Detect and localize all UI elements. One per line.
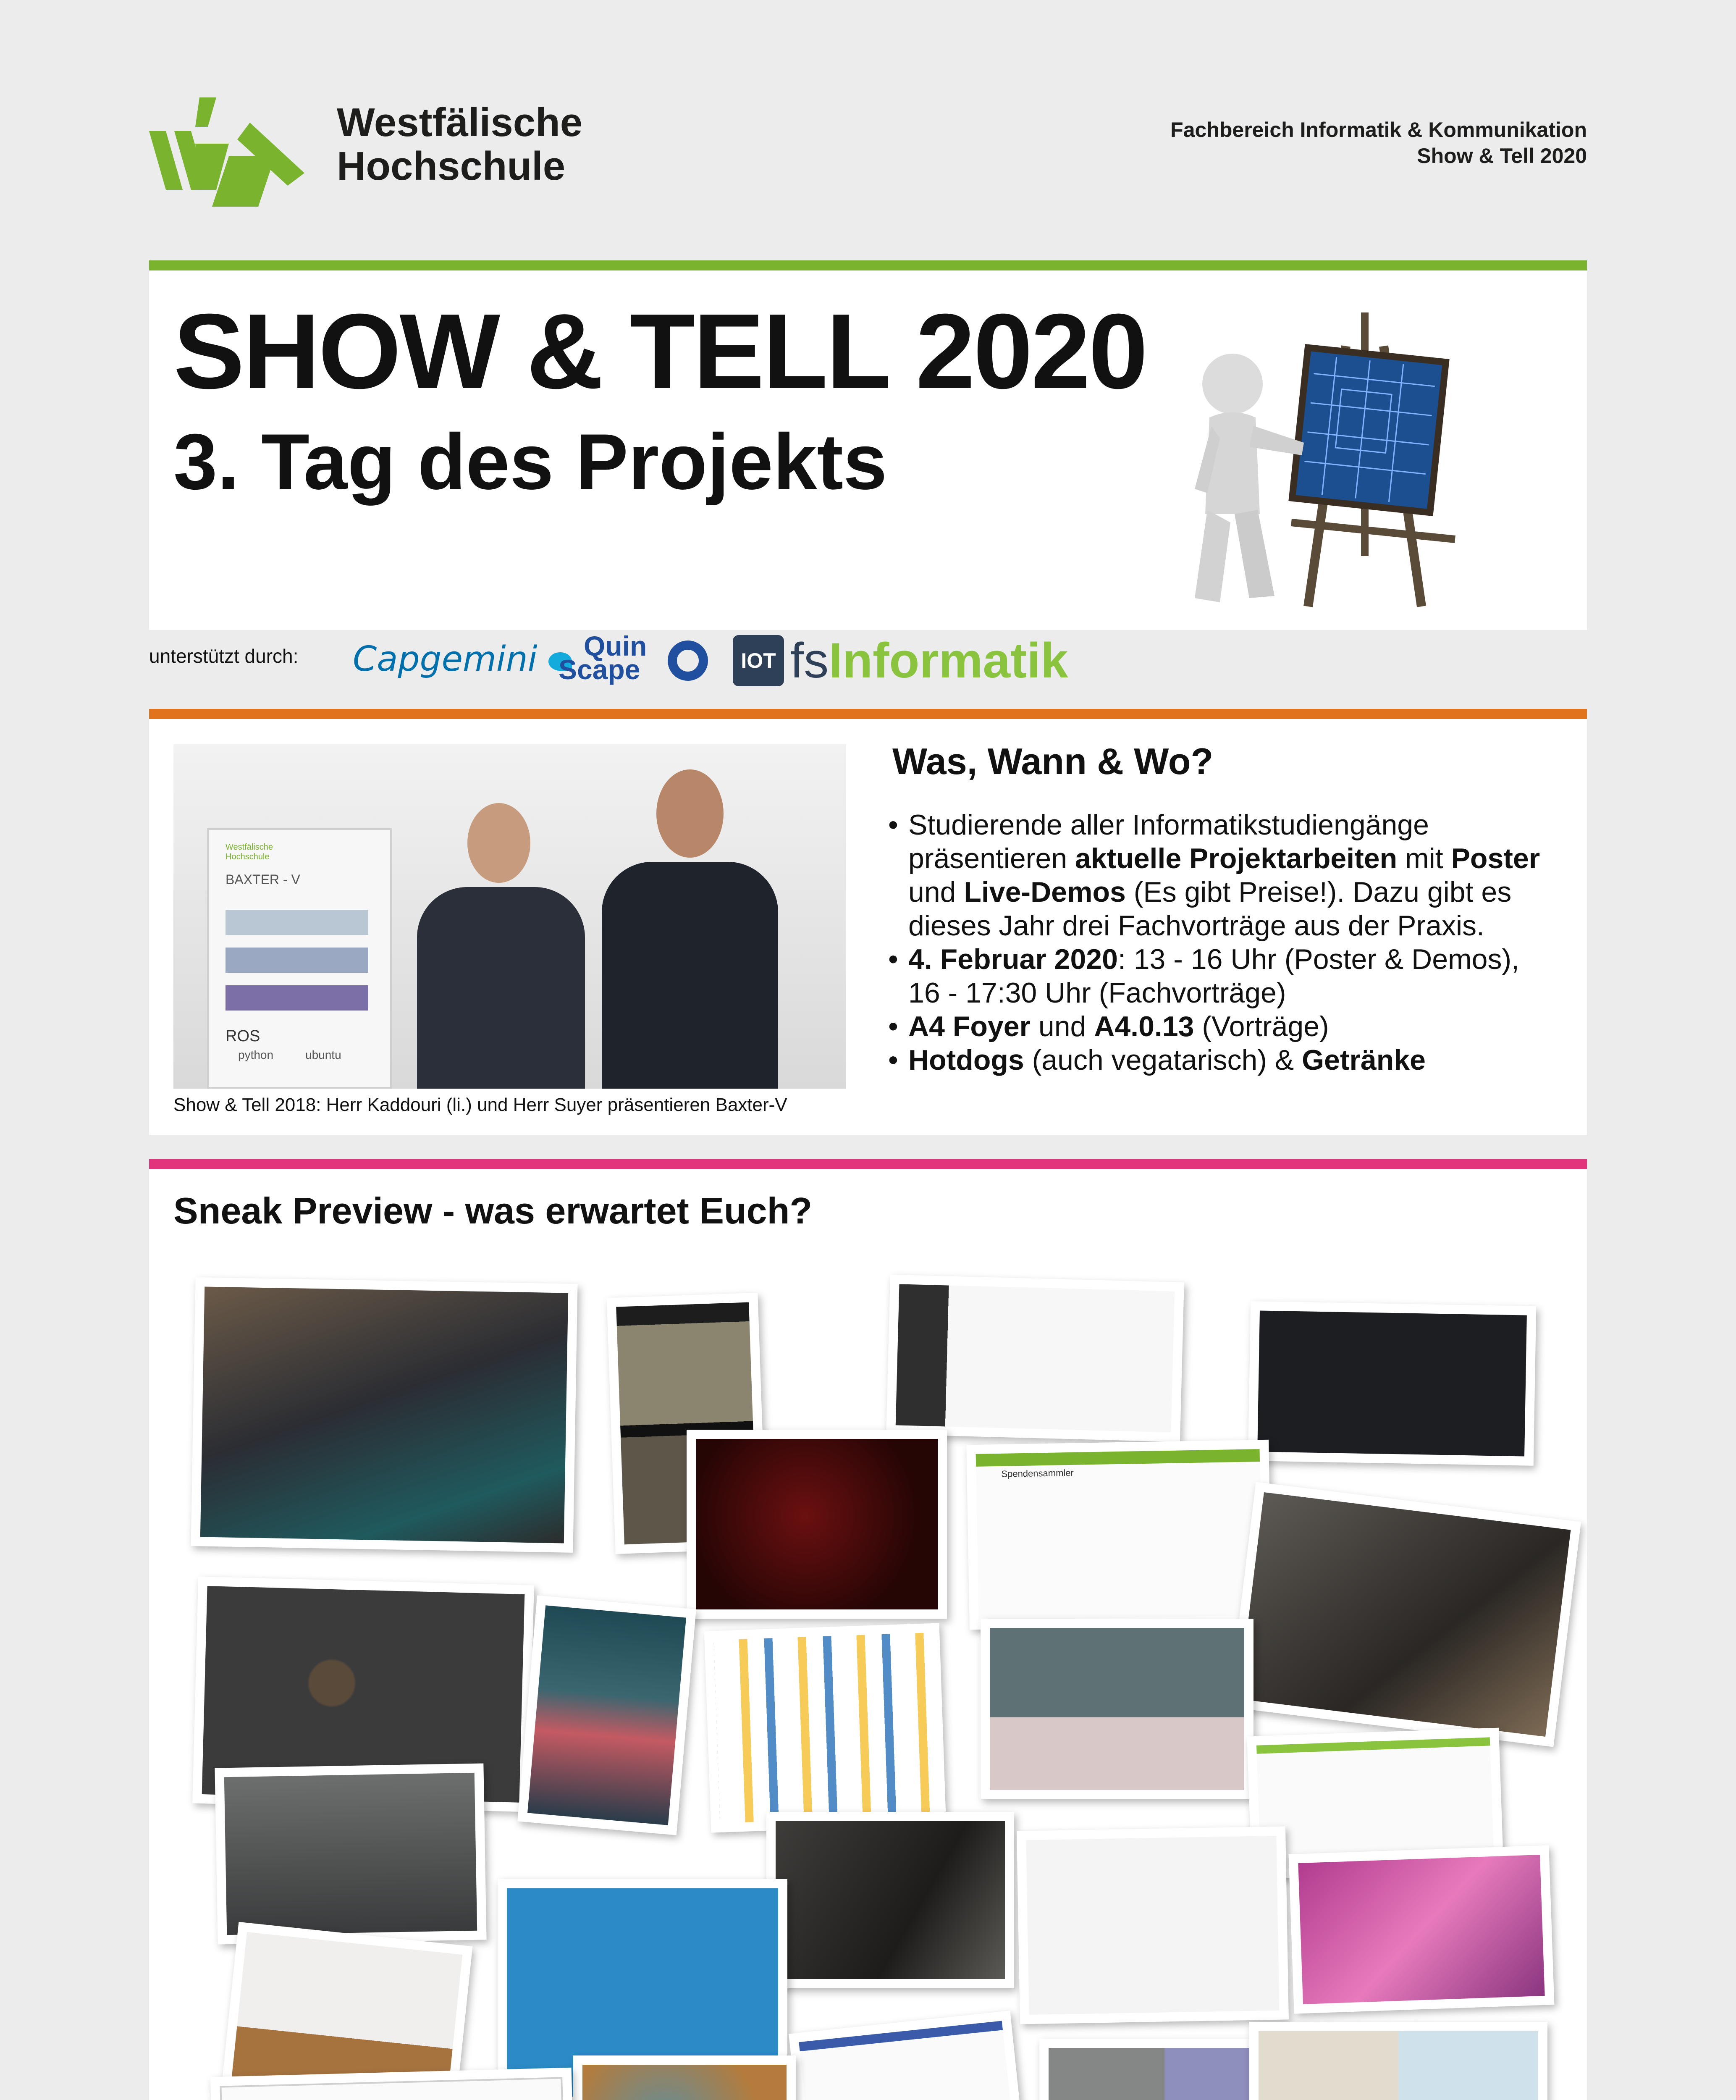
page-subtitle: 3. Tag des Projekts [173, 417, 887, 506]
poster-image-1 [226, 910, 368, 935]
quin-wordmark: Quin [584, 630, 647, 662]
poster-title: BAXTER - V [226, 872, 300, 887]
donation-app-title: Spendensammler [1001, 1467, 1074, 1479]
info-bullets [888, 808, 1552, 1077]
logo-line2: Hochschule [337, 144, 566, 189]
rc-car-photo [1239, 1492, 1571, 1737]
designer-at-desk [776, 1821, 1005, 1979]
hero-panel [149, 270, 1587, 630]
logo-wordmark [337, 101, 582, 188]
preview-thumb-designer [766, 1812, 1014, 1988]
sponsors-label: unterstützt durch: [149, 645, 299, 667]
orange-divider [149, 709, 1587, 719]
preview-heading: Sneak Preview - was erwartet Euch? [173, 1190, 813, 1231]
info-heading: Was, Wann & Wo? [892, 740, 1214, 782]
poster-image-3 [226, 985, 368, 1011]
info-panel [149, 719, 1587, 1135]
pink-game-render [1298, 1855, 1545, 2004]
game-testing-room [224, 1773, 477, 1935]
tablet-photo [582, 2065, 787, 2100]
presenter-easel-illustration [1186, 287, 1505, 615]
capgemini-logo [353, 639, 572, 679]
project-poster [207, 828, 392, 1089]
photo-caption: Show & Tell 2018: Herr Kaddouri (li.) und Herr Suyer präsentieren Baxter-V [173, 1095, 787, 1115]
person-left [409, 803, 593, 1089]
preview-thumb-video-call [886, 1275, 1184, 1442]
preview-thumb-pink-game [1289, 1845, 1555, 2013]
page-title: SHOW & TELL 2020 [173, 291, 1146, 411]
poster-logo: Westfälische Hochschule [226, 843, 273, 861]
quinscape-q-icon [668, 640, 708, 681]
person-right-head [656, 769, 724, 858]
robot-game-render [696, 1439, 938, 1609]
poster-python-label: python [238, 1048, 274, 1061]
astronaut-artwork [527, 1605, 686, 1825]
preview-thumb-building [1249, 2022, 1547, 2100]
person-right-suit [602, 862, 778, 1089]
person-left-head [467, 803, 530, 883]
poster-image-2 [226, 948, 368, 973]
fs-wordmark: fs [790, 633, 829, 688]
iot-badge-text: IOT [741, 649, 776, 672]
preview-thumb-raspberry-pi [1017, 1826, 1289, 2024]
video-call-screen [896, 1284, 1175, 1432]
quinscape-logo [559, 632, 714, 687]
event-name: Show & Tell 2020 [1417, 144, 1587, 168]
event-photo [173, 744, 846, 1089]
analytics-dashboard [799, 2021, 1015, 2100]
wh-logo-icon [149, 93, 317, 207]
preview-thumb-dashboard [789, 2011, 1025, 2100]
preview-thumb-vr-lab [191, 1277, 577, 1553]
wh-logo [149, 93, 317, 207]
node-editor-screen [1257, 1310, 1527, 1456]
preview-thumb-3d-room [981, 1619, 1253, 1799]
business-icon-illustrations [714, 1633, 937, 1823]
scape-wordmark: Scape [559, 654, 640, 685]
department-name: Fachbereich Informatik & Kommunikation [1170, 118, 1587, 142]
3d-room-render [990, 1628, 1244, 1790]
department-info [1170, 117, 1587, 169]
preview-thumb-node-editor [1248, 1301, 1537, 1466]
preview-thumb-donation-app [966, 1440, 1272, 1630]
preview-thumb-tablet [573, 2055, 796, 2100]
informatik-wordmark: Informatik [829, 633, 1068, 688]
person-right [593, 769, 787, 1089]
3d-building-models [1259, 2031, 1538, 2100]
bullet-item: • 4. Februar 2020: 13 - 16 Uhr (Poster & Demos), 16 - 17:30 Uhr (Fachvorträge) [888, 942, 1552, 1010]
green-divider [149, 260, 1587, 270]
poster-ubuntu-label: ubuntu [305, 1048, 341, 1061]
preview-panel [149, 1169, 1587, 2100]
bullet-item: • A4 Foyer und A4.0.13 (Vorträge) [888, 1010, 1552, 1043]
fs-informatik-logo [733, 632, 1068, 687]
preview-thumb-rc-car [1228, 1482, 1581, 1747]
bullet-item: • Hotdogs (auch vegatarisch) & Getränke [888, 1043, 1552, 1077]
pink-divider [149, 1159, 1587, 1169]
person-left-suit [417, 887, 585, 1089]
donation-app-screen [976, 1449, 1263, 1620]
poster-ros-label: ROS [226, 1027, 260, 1045]
raspberry-pi-hardware [1026, 1836, 1279, 2015]
vr-lab-photo [200, 1286, 568, 1543]
bullet-item: • Studierende aller Informatikstudiengänge präsentieren aktuelle Projektarbeiten mit Poster und Live-Demos (Es gibt Preise!). Dazu gibt es dieses Jahr drei Fachvorträge aus der Praxis. [888, 808, 1552, 942]
preview-thumb-game-room [215, 1763, 486, 1944]
system-diagram [220, 2077, 565, 2100]
capgemini-wordmark: Capgemini [353, 639, 538, 679]
preview-thumb-robot-game [687, 1430, 947, 1619]
preview-thumb-icon-illustrations [704, 1623, 946, 1832]
preview-thumb-astronaut-art [517, 1595, 696, 1835]
iot-badge [733, 635, 784, 686]
logo-line1: Westfälische [337, 100, 583, 145]
